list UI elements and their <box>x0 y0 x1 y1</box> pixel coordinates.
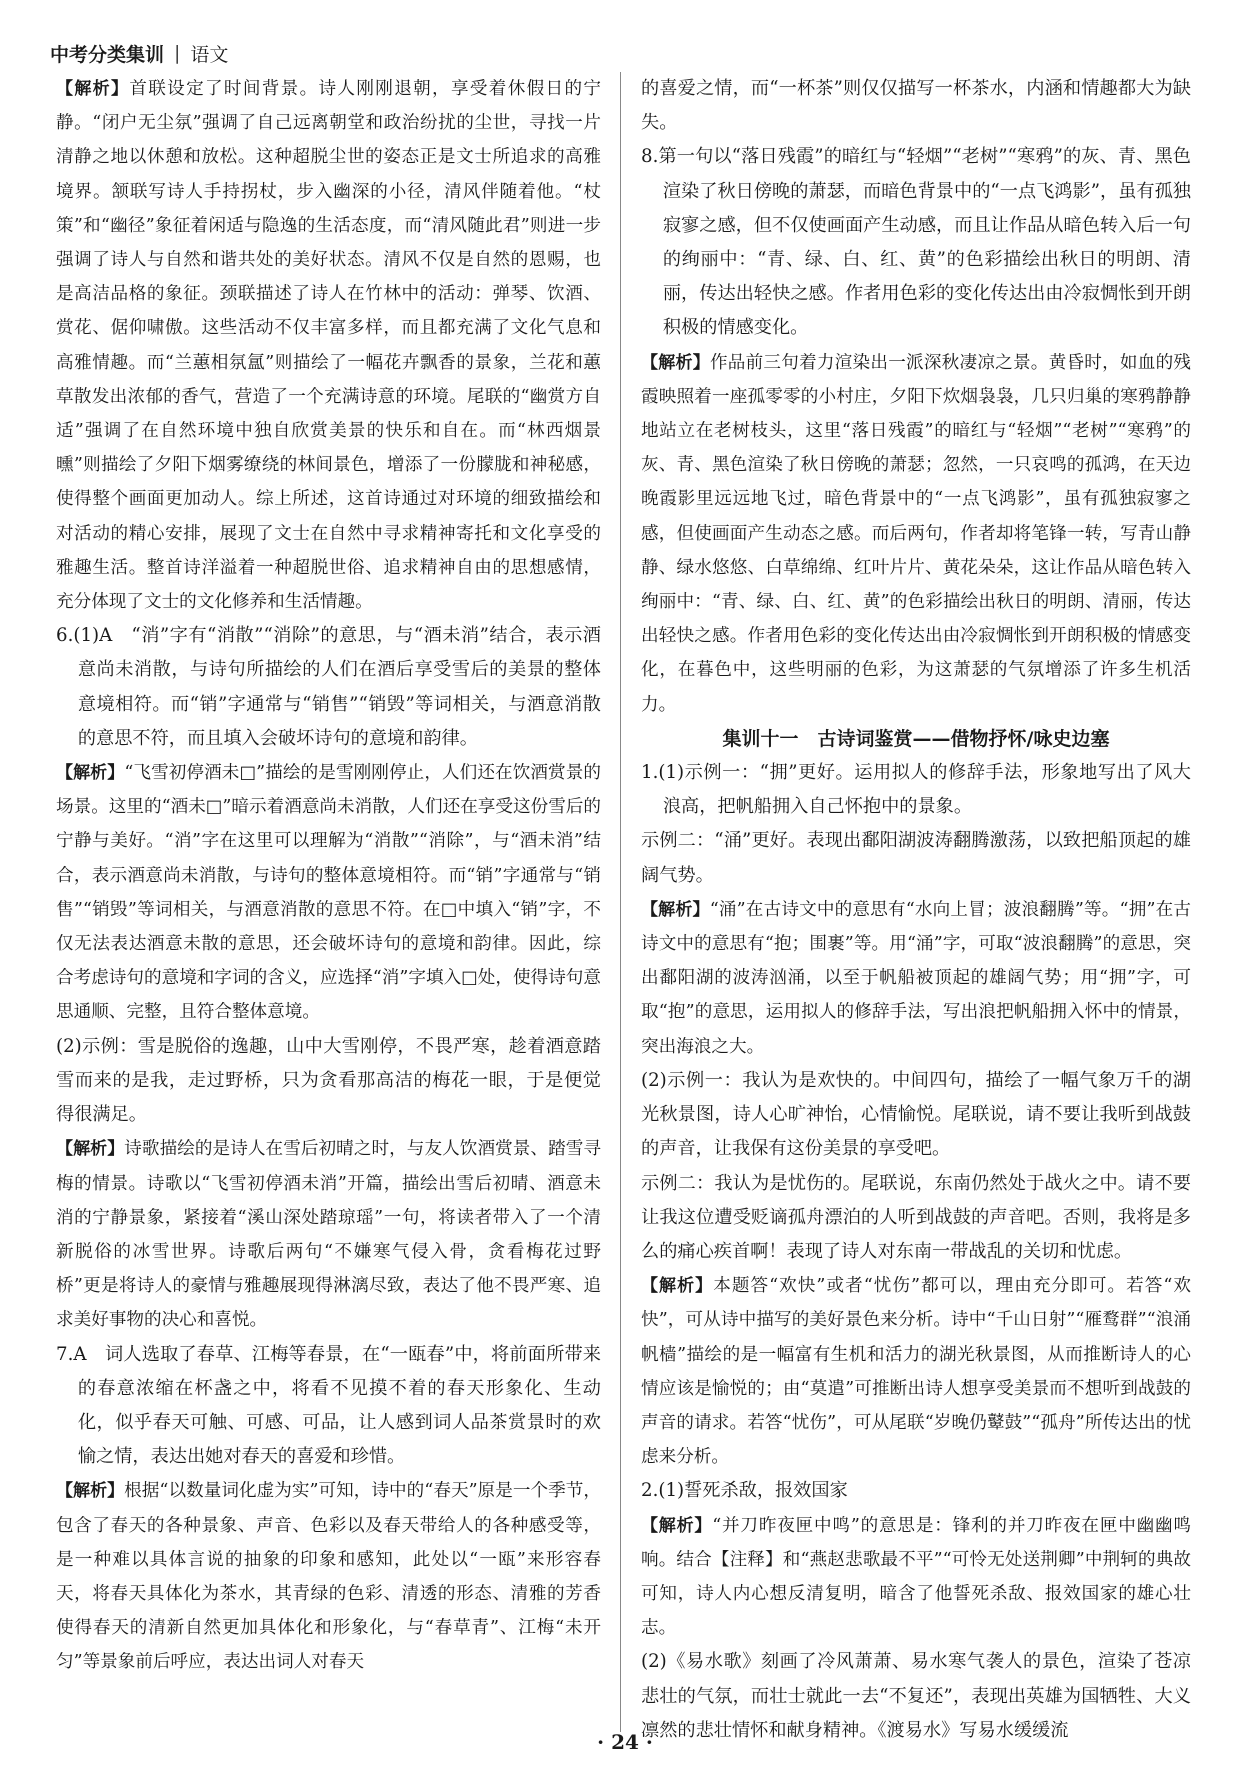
answer-item <box>56 619 601 756</box>
item-number: 1. <box>641 762 659 784</box>
paragraph-text: (1)示例一：“拥”更好。运用拟人的修辞手法，形象地写出了风大浪高，把帆船拥入自己怀抱中的景象。 <box>658 762 1191 818</box>
analysis-tag: 【解析】 <box>56 1481 125 1502</box>
analysis-tag: 【解析】 <box>56 79 130 99</box>
analysis-paragraph <box>641 893 1191 1064</box>
analysis-tag: 【解析】 <box>56 1139 125 1160</box>
analysis-tag: 【解析】 <box>641 1515 713 1536</box>
answer-item <box>56 1338 601 1475</box>
analysis-paragraph <box>641 1269 1191 1474</box>
paragraph-text: 示例二：我认为是忧伤的。尾联说，东南仍然处于战火之中。请不要让我这位遭受贬谪孤舟漂泊的人听到战鼓的声音吧。否则，我将是多么的痛心疾首啊！表现了诗人对东南一带战乱的关切和忧虑。 <box>641 1172 1191 1262</box>
paragraph-text: (2)示例：雪是脱俗的逸趣，山中大雪刚停，不畏严寒，趁着酒意踏雪而来的是我，走过野桥，只为贪看那高洁的梅花一眼，于是便觉得很满足。 <box>56 1035 601 1126</box>
analysis-tag: 【解析】 <box>56 763 125 784</box>
analysis-paragraph <box>56 756 601 1030</box>
paragraph-text: (2)示例一：我认为是欢快的。中间四句，描绘了一幅气象万千的湖光秋景图，诗人心旷神怡，心情愉悦。尾联说，请不要让我听到战鼓的声音，让我保有这份美景的享受吧。 <box>641 1069 1191 1160</box>
analysis-paragraph <box>56 72 601 619</box>
page-number: · 24 · <box>597 1730 653 1754</box>
paragraph-text: (1)誓死杀敌，报效国家 <box>658 1480 848 1502</box>
paragraph-text: 本题答“欢快”或者“忧伤”都可以，理由充分即可。若答“欢快”，可从诗中描写的美好景色来分析。诗中“千山日射”“雁鹜群”“浪涌帆樯”描绘的是一幅富有生机和活力的湖光秋景图，从而推断诗人的心情应该是愉悦的；由“莫遣”可推断出诗人想享受美景而不想听到战鼓的声音的请求。若答“忧伤”，可从尾联“岁晚仍鼙鼓”“孤舟”所传达出的忧虑来分析。 <box>641 1276 1192 1468</box>
paragraph-text: A 词人选取了春草、江梅等春景，在“一瓯春”中，将前面所带来的春意浓缩在杯盏之中，将看不见摸不着的春天形象化、生动化，似乎春天可触、可感、可品，让人感到词人品茶赏景时的欢愉之情，表达出她对春天的喜爱和珍惜。 <box>73 1343 601 1468</box>
column-divider <box>620 72 621 1732</box>
answer-subpart <box>641 1167 1191 1270</box>
item-number: 7. <box>56 1343 74 1365</box>
paragraph-text: “并刀昨夜匣中鸣”的意思是：锋利的并刀昨夜在匣中幽幽鸣响。结合【注释】和“燕赵悲歌最不平”“可怜无处送荆卿”中荆轲的典故可知，诗人内心想反清复明，暗含了他誓死杀敌、报效国家的雄心壮志。 <box>641 1515 1192 1639</box>
right-column <box>641 72 1191 1748</box>
book-series-title: 中考分类集训 <box>50 43 165 66</box>
section-title: 集训十一 古诗词鉴赏——借物抒怀/咏史边塞 <box>722 727 1110 750</box>
analysis-tag: 【解析】 <box>641 1276 714 1297</box>
analysis-paragraph <box>641 346 1191 722</box>
header-separator: | <box>174 42 181 64</box>
analysis-paragraph <box>56 1474 601 1679</box>
answer-item <box>641 1474 1191 1508</box>
paragraph-text: 的喜爱之情，而“一杯茶”则仅仅描写一杯茶水，内涵和情趣都大为缺失。 <box>641 78 1191 134</box>
answer-subpart <box>641 824 1191 892</box>
answer-subpart <box>641 1064 1191 1167</box>
continued-paragraph <box>641 72 1191 140</box>
paragraph-text: 首联设定了时间背景。诗人刚刚退朝，享受着休假日的宁静。“闭户无尘氛”强调了自己远离朝堂和政治纷扰的尘世，寻找一片清静之地以休憩和放松。这种超脱尘世的姿态正是文士所追求的高雅境界。颔联写诗人手持拐杖，步入幽深的小径，清风伴随着他。“杖策”和“幽径”象征着闲适与隐逸的生活态度，而“清风随此君”则进一步强调了诗人与自然和谐共处的美好状态。清风不仅是自然的恩赐，也是高洁品格的象征。颈联描述了诗人在竹林中的活动：弹琴、饮酒、赏花、倨仰啸傲。这些活动不仅丰富多样，而且都充满了文化气息和高雅情趣。而“兰蕙相氛氲”则描绘了一幅花卉飘香的景象，兰花和蕙草散发出浓郁的香气，营造了一个充满诗意的环境。尾联的“幽赏方自适”强调了在自然环境中独自欣赏美景的快乐和自在。而“林西烟景曛”则描绘了夕阳下烟雾缭绕的林间景色，增添了一份朦胧和神秘感，使得整个画面更加动人。综上所述，这首诗通过对环境的细致描绘和对活动的精心安排，展现了文士在自然中寻求精神寄托和文化享受的雅趣生活。整首诗洋溢着一种超脱世俗、追求精神自由的思想感情，充分体现了文士的文化修养和生活情趣。 <box>56 79 601 613</box>
answer-item <box>641 756 1191 824</box>
analysis-paragraph <box>56 1132 601 1337</box>
left-column <box>56 72 601 1680</box>
paragraph-text: 第一句以“落日残霞”的暗红与“轻烟”“老树”“寒鸦”的灰、青、黑色渲染了秋日傍晚的萧瑟，而暗色背景中的“一点飞鸿影”，虽有孤独寂寥之感，但不仅使画面产生动感，而且让作品从暗色转入后一句的绚丽中：“青、绿、白、红、黄”的色彩描绘出秋日的明朗、清丽，传达出轻快之感。作者用色彩的变化传达出由冷寂惆怅到开朗积极的情感变化。 <box>658 146 1191 339</box>
analysis-tag: 【解析】 <box>641 899 710 920</box>
item-number: 8. <box>641 146 659 168</box>
paragraph-text: (2)《易水歌》刻画了冷风萧萧、易水寒气袭人的景色，渲染了苍凉悲壮的气氛，而壮士就此一去“不复还”，表现出英雄为国牺牲、大义凛然的悲壮情怀和献身精神。《渡易水》写易水缓缓流 <box>641 1651 1191 1741</box>
paragraph-text: 作品前三句着力渲染出一派深秋凄凉之景。黄昏时，如血的残霞映照着一座孤零零的小村庄，夕阳下炊烟袅袅，几只归巢的寒鸦静静地站立在老树枝头，这里“落日残霞”的暗红与“轻烟”“老树”“寒鸦”的灰、青、黑色渲染了秋日傍晚的萧瑟；忽然，一只哀鸣的孤鸿，在天边晚霞影里远远地飞过，暗色背景中的“一点飞鸿影”，虽有孤独寂寥之感，但使画面产生动态之感。而后两句，作者却将笔锋一转，写青山静静、绿水悠悠、白草绵绵、红叶片片、黄花朵朵，这让作品从暗色转入绚丽中：“青、绿、白、红、黄”的色彩描绘出秋日的明朗、清丽，传达出轻快之感。作者用色彩的变化传达出由冷寂惆怅到开朗积极的情感变化，在暮色中，这些明丽的色彩，为这萧瑟的气氛增添了许多生机活力。 <box>641 352 1191 715</box>
paragraph-text: (1)A “消”字有“消散”“消除”的意思，与“酒未消”结合，表示酒意尚未消散，与诗句所描绘的人们在酒后享受雪后的美景的整体意境相符。而“销”字通常与“销售”“销毁”等词相关，与酒意消散的意思不符，而且填入会破坏诗句的意境和韵律。 <box>73 625 601 749</box>
item-number: 2. <box>641 1480 659 1502</box>
analysis-paragraph <box>641 1509 1191 1646</box>
page-header <box>50 38 228 68</box>
subject-label: 语文 <box>190 43 229 66</box>
paragraph-text: “飞雪初停酒未□”描绘的是雪刚刚停止，人们还在饮酒赏景的场景。这里的“酒未□”暗示着酒意尚未消散，人们还在享受这份雪后的宁静与美好。“消”字在这里可以理解为“消散”“消除”，与“酒未消”结合，表示酒意尚未消散，与诗句的整体意境相符。而“销”字通常与“销售”“销毁”等词相关，与酒意消散的意思不符。在□中填入“销”字，不仅无法表达酒意未散的意思，还会破坏诗句的意境和韵律。因此，综合考虑诗句的意境和字词的含义，应选择“消”字填入□处，使得诗句意思通顺、完整，且符合整体意境。 <box>56 763 601 1023</box>
paragraph-text: “涌”在古诗文中的意思有“水向上冒；波浪翻腾”等。“拥”在古诗文中的意思有“抱；围裹”等。用“涌”字，可取“波浪翻腾”的意思，突出鄱阳湖的波涛汹涌，以至于帆船被顶起的雄阔气势；用“拥”字，可取“抱”的意思，运用拟人的修辞手法，写出浪把帆船拥入怀中的情景，突出海浪之大。 <box>641 899 1191 1057</box>
answer-item <box>641 140 1191 345</box>
analysis-tag: 【解析】 <box>641 352 710 373</box>
item-number: 6. <box>56 625 74 647</box>
paragraph-text: 根据“以数量词化虚为实”可知，诗中的“春天”原是一个季节，包含了春天的各种景象、声音、色彩以及春天带给人的各种感受等，是一种难以具体言说的抽象的印象和感知，此处以“一瓯”来形容春天，将春天具体化为茶水，其青绿的色彩、清透的形态、清雅的芳香使得春天的清新自然更加具体化和形象化，与“春草青”、江梅“未开匀”等景象前后呼应，表达出词人对春天 <box>56 1481 602 1673</box>
paragraph-text: 示例二：“涌”更好。表现出鄱阳湖波涛翻腾激荡，以致把船顶起的雄阔气势。 <box>641 830 1191 886</box>
answer-subpart <box>56 1030 601 1133</box>
paragraph-text: 诗歌描绘的是诗人在雪后初晴之时，与友人饮酒赏景、踏雪寻梅的情景。诗歌以“飞雪初停酒未消”开篇，描绘出雪后初晴、酒意未消的宁静景象，紧接着“溪山深处踏琼瑶”一句，将读者带入了一个清新脱俗的冰雪世界。诗歌后两句“不嫌寒气侵入骨，贪看梅花过野桥”更是将诗人的豪情与雅趣展现得淋漓尽致，表达了他不畏严寒、追求美好事物的决心和喜悦。 <box>56 1139 601 1331</box>
